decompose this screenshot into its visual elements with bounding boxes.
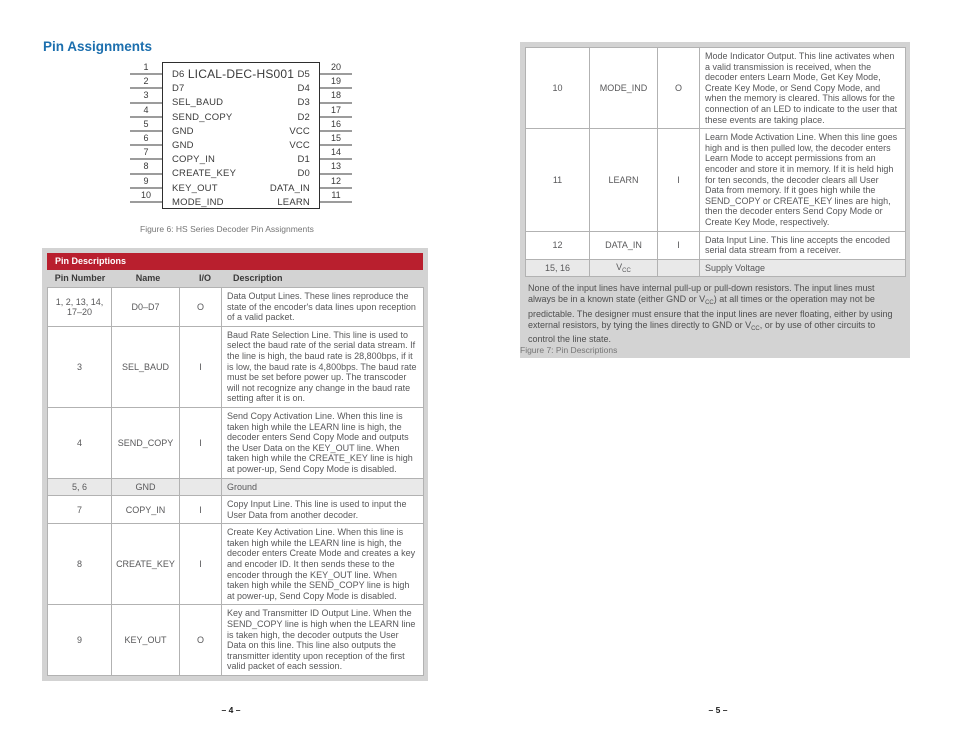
cell-pin: 4	[48, 407, 112, 478]
pin-number: 1	[130, 61, 162, 75]
table-row	[48, 288, 424, 327]
table-column-headers	[47, 270, 423, 287]
vcc-subscript: CC	[705, 300, 714, 307]
cell-pin: 15, 16	[526, 259, 590, 277]
cell-io: I	[180, 326, 222, 407]
table-row	[526, 129, 906, 231]
table-row	[526, 231, 906, 259]
pin-assignment-diagram	[130, 60, 352, 214]
col-header-io: I/O	[198, 273, 211, 283]
pin-number: 5	[130, 118, 162, 132]
cell-io: O	[658, 48, 700, 129]
pin-number: 3	[130, 89, 162, 103]
cell-description: Send Copy Activation Line. When this line is taken high while the LEARN line is high, the decoder enters Send Copy Mode and outputs the User Data on the KEY_OUT line. When taken high while the CREATE_KEY line is high at power-up, Send Copy Mode is disabled.	[222, 407, 424, 478]
pin-number: 13	[320, 160, 352, 174]
pin-label: D2	[297, 111, 310, 123]
note-text: ) at all times or the operation may not be predictable. The designer must ensure that the input lines are never floating, either by using external resistors, by tying the lines directly to GND or V	[528, 294, 893, 330]
pin-label: MODE_IND	[172, 196, 224, 208]
pin-number: 2	[130, 75, 162, 89]
pin-number: 8	[130, 160, 162, 174]
pin-number: 10	[130, 189, 162, 203]
pin-label: LEARN	[277, 196, 310, 208]
col-header-pin-number: Pin Number	[54, 273, 106, 283]
cell-name: LEARN	[590, 129, 658, 231]
cell-pin: 10	[526, 48, 590, 129]
pin-label: GND	[172, 125, 194, 137]
pin-label: D7	[172, 83, 185, 95]
pin-number: 14	[320, 146, 352, 160]
page-number-4: – 4 –	[221, 705, 241, 715]
table-row	[48, 478, 424, 496]
chip-right-pin-labels	[270, 68, 310, 210]
cell-name: SEL_BAUD	[112, 326, 180, 407]
cell-pin: 8	[48, 524, 112, 605]
table-row	[526, 48, 906, 129]
chip-part-number: LICAL-DEC-HS001	[187, 67, 295, 81]
cell-io: O	[180, 288, 222, 327]
cell-name: SEND_COPY	[112, 407, 180, 478]
page-title: Pin Assignments	[43, 39, 153, 54]
table-row	[526, 259, 906, 277]
cell-pin: 11	[526, 129, 590, 231]
pin-table-left	[47, 287, 424, 676]
cell-pin: 5, 6	[48, 478, 112, 496]
cell-pin: 12	[526, 231, 590, 259]
cell-io: O	[180, 605, 222, 676]
pin-label: D3	[297, 97, 310, 109]
pin-number: 9	[130, 175, 162, 189]
note-text: , or by use of other circuits to control the line state.	[528, 319, 876, 345]
pin-label: VCC	[289, 125, 310, 137]
cell-name: D0–D7	[112, 288, 180, 327]
pin-number: 12	[320, 175, 352, 189]
pin-label: D5	[297, 69, 310, 80]
input-lines-note	[525, 277, 905, 353]
pin-descriptions-table-continued	[520, 42, 910, 358]
table-row	[48, 605, 424, 676]
pin-label: KEY_OUT	[172, 182, 218, 194]
pin-number: 19	[320, 75, 352, 89]
vcc-base: V	[616, 261, 623, 272]
cell-name-vcc	[590, 259, 658, 277]
cell-description: Copy Input Line. This line is used to input the User Data from another decoder.	[222, 496, 424, 524]
cell-pin: 1, 2, 13, 14, 17–20	[48, 288, 112, 327]
pin-number: 11	[320, 189, 352, 203]
pin-number: 15	[320, 132, 352, 146]
cell-name: DATA_IN	[590, 231, 658, 259]
pin-number: 6	[130, 132, 162, 146]
cell-description: Create Key Activation Line. When this line is taken high while the LEARN line is high, the decoder enters Create Mode and creates a key and encoder ID. It then sends these to the encoder through the KEY_OUT line. When taken high while the SEND_COPY line is high at power-up, Send Copy Mode is disabled.	[222, 524, 424, 605]
col-header-name: Name	[135, 273, 161, 283]
table-row	[48, 326, 424, 407]
pin-number: 18	[320, 89, 352, 103]
page-number-5: – 5 –	[708, 705, 728, 715]
cell-io	[180, 478, 222, 496]
cell-io: I	[180, 496, 222, 524]
vcc-subscript: CC	[751, 325, 760, 332]
cell-name: MODE_IND	[590, 48, 658, 129]
pin-number: 4	[130, 104, 162, 118]
pin-label: DATA_IN	[269, 182, 310, 194]
cell-description: Mode Indicator Output. This line activates when a valid transmission is received, when the decoder enters Learn Mode, Get Key Mode, Create Key Mode, or Send Copy Mode, and when the memory is cleared. This allows for the connection of an LED to indicate to the user that these events are taking place.	[700, 48, 906, 129]
note-text: None of the input lines have internal pull-up or pull-down resistors. The input lines must always be in a known state (either GND or V	[528, 283, 875, 305]
pin-label: GND	[172, 139, 194, 151]
cell-description: Ground	[222, 478, 424, 496]
table-row	[48, 407, 424, 478]
pin-table-right	[525, 47, 906, 277]
figure6-caption: Figure 6: HS Series Decoder Pin Assignments	[140, 224, 314, 234]
pin-label: COPY_IN	[172, 154, 216, 166]
cell-description: Data Input Line. This line accepts the encoded serial data stream from a receiver.	[700, 231, 906, 259]
cell-io: I	[180, 524, 222, 605]
cell-io: I	[658, 231, 700, 259]
cell-name: KEY_OUT	[112, 605, 180, 676]
pin-label: D1	[297, 154, 310, 166]
cell-description: Key and Transmitter ID Output Line. When the SEND_COPY line is high when the LEARN line is taken high, the decoder outputs the User Data on this line. This line also outputs the transmitter identity upon reception of the first valid packet of each session.	[222, 605, 424, 676]
cell-name: CREATE_KEY	[112, 524, 180, 605]
pin-number: 20	[320, 61, 352, 75]
cell-pin: 9	[48, 605, 112, 676]
pin-descriptions-table	[42, 248, 428, 681]
pin-label: SEL_BAUD	[172, 97, 224, 109]
cell-pin: 3	[48, 326, 112, 407]
chip-left-pin-leads	[130, 61, 162, 203]
chip-outline	[162, 62, 320, 209]
table-row	[48, 524, 424, 605]
pin-label: CREATE_KEY	[172, 168, 237, 180]
chip-right-pin-leads	[320, 61, 352, 203]
vcc-subscript: CC	[622, 267, 631, 274]
pin-label: SEND_COPY	[172, 111, 233, 123]
cell-pin: 7	[48, 496, 112, 524]
figure7-caption: Figure 7: Pin Descriptions	[520, 345, 618, 355]
cell-description: Supply Voltage	[700, 259, 906, 277]
table-row	[48, 496, 424, 524]
cell-description: Data Output Lines. These lines reproduce the state of the encoder's data lines upon reception of a valid packet.	[222, 288, 424, 327]
cell-description: Learn Mode Activation Line. When this line goes high and is then pulled low, the decoder enters Learn Mode to accept permissions from an encoder and store it in memory. If it is held high for ten seconds, the decoder clears all User Data from memory. If it goes high while the SEND_COPY or CREATE_KEY lines are high, then the decoder enters Send Copy Mode or Create Key Mode, respectively.	[700, 129, 906, 231]
table-title-bar: Pin Descriptions	[47, 253, 423, 270]
pin-label: D4	[297, 83, 310, 95]
cell-io	[658, 259, 700, 277]
chip-left-pin-labels	[172, 68, 236, 210]
pin-number: 7	[130, 146, 162, 160]
col-header-description: Description	[233, 273, 283, 283]
pin-label: VCC	[289, 139, 310, 151]
pin-label: D6	[172, 69, 185, 80]
cell-description: Baud Rate Selection Line. This line is used to select the baud rate of the serial data stream. If the line is high, the baud rate is 28,800bps, if it is low, the baud rate is 4,800bps. The baud rate must be set before power up. The transcoder will not recognize any change in the baud rate setting after it is on.	[222, 326, 424, 407]
cell-io: I	[180, 407, 222, 478]
pin-label: D0	[297, 168, 310, 180]
cell-io: I	[658, 129, 700, 231]
cell-name: COPY_IN	[112, 496, 180, 524]
pin-number: 16	[320, 118, 352, 132]
cell-name: GND	[112, 478, 180, 496]
pin-number: 17	[320, 104, 352, 118]
